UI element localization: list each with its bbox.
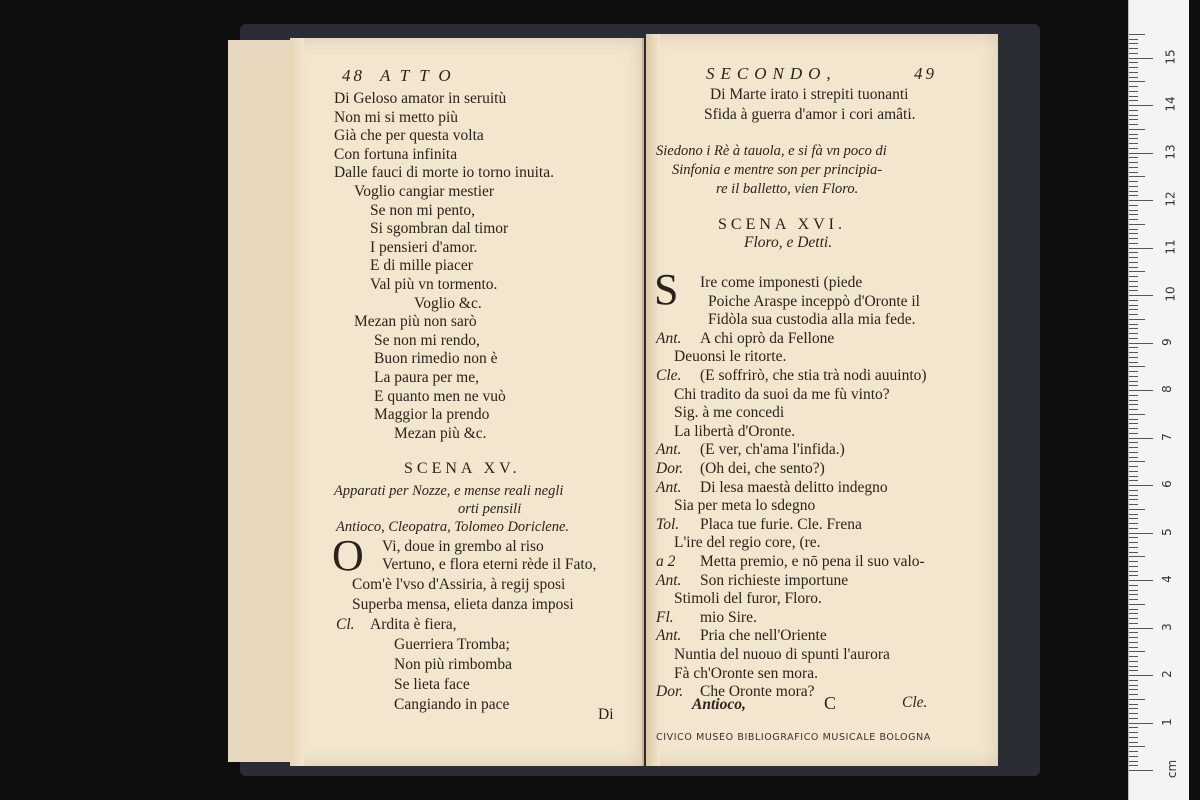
ruler-tick [1129,727,1138,728]
ruler-tick [1129,366,1145,367]
ruler-tick [1129,561,1138,562]
ruler-tick [1129,642,1138,643]
dialogue-line: Placa tue furie. Cle. Frena [700,515,862,533]
ruler-tick [1129,67,1138,68]
ruler-tick [1129,428,1138,429]
ruler-tick [1129,580,1153,581]
ruler-tick [1129,143,1138,144]
dialogue-line: Fidòla sua custodia alla mia fede. [708,311,916,329]
ruler-tick [1129,547,1138,548]
drop-cap: S [654,265,679,314]
ruler-tick [1129,575,1138,576]
ruler-tick [1129,34,1145,35]
ruler-number: 9 [1159,337,1174,346]
ruler-tick [1129,438,1153,439]
verse-line: Non mi si metto più [334,108,458,126]
verse-line: Se non mi pento, [370,201,476,219]
left-page [290,38,644,766]
drop-cap: O [332,531,364,580]
speech-line: Cangiando in pace [394,696,510,713]
ruler-tick [1129,352,1138,353]
ruler-tick [1129,186,1138,187]
ruler-tick [1129,172,1138,173]
ruler-tick [1129,210,1138,211]
ruler-tick [1129,651,1145,652]
ruler-tick [1129,599,1138,600]
ruler-tick [1129,390,1153,391]
verse-line: Vi, doue in grembo al riso [382,538,544,555]
verse-line: Superba mensa, elieta danza imposi [352,596,574,613]
dialogue-line: Che Oronte mora? [700,683,815,701]
speaker-label: Dor. [656,460,684,477]
page-edge [290,38,304,766]
ruler-number: 7 [1159,432,1174,441]
ruler-tick [1129,509,1145,510]
verse-line: Di Marte irato i strepiti tuonanti [710,86,909,103]
ruler-tick [1129,689,1138,690]
verse-line: Si sgombran dal timor [370,220,509,238]
ruler-tick [1129,699,1145,700]
ruler-tick [1129,552,1138,553]
ruler-tick [1129,447,1138,448]
ruler-tick [1129,490,1138,491]
ruler-tick [1129,48,1138,49]
speaker-label: Cle. [656,367,682,384]
verse-line: Mezan più &c. [394,424,487,442]
speaker-label: Dor. [656,683,684,701]
ruler-tick [1129,314,1138,315]
ruler-tick [1129,96,1138,97]
ruler-tick [1129,656,1138,657]
ruler-tick [1129,680,1138,681]
ruler-tick [1129,100,1138,101]
verse-line: I pensieri d'amor. [370,238,478,256]
ruler-tick [1129,43,1138,44]
speech-line: Se lieta face [394,676,470,693]
ruler-tick [1129,414,1145,415]
ruler-tick [1129,347,1138,348]
catchword: Di [598,706,614,723]
ruler-tick [1129,376,1138,377]
speaker-label: Cl. [336,616,355,633]
ruler-number: 13 [1163,143,1178,160]
ruler-tick [1129,252,1138,253]
ruler-tick [1129,533,1153,534]
ruler-tick [1129,732,1138,733]
library-stamp: CIVICO MUSEO BIBLIOGRAFICO MUSICALE BOLOGNA [656,732,931,743]
ruler-tick [1129,309,1138,310]
dialogue-line: L'ire del regio core, (re. [674,534,821,552]
ruler-tick [1129,129,1145,130]
verse-line: La paura per me, [374,369,479,386]
ruler-tick [1129,191,1138,192]
catchword-antioco: Antioco, [692,696,746,713]
ruler-tick [1129,371,1138,372]
ruler-tick [1129,305,1138,306]
dialogue-line: (Oh dei, che sento?) [700,460,825,477]
stage-direction-line: orti pensili [458,501,522,517]
ruler-tick [1129,590,1138,591]
stage-direction-line: Siedono i Rè à tauola, e si fà vn poco di [656,143,887,159]
ruler-tick [1129,528,1138,529]
dialogue-line: Metta premio, e nō pena il suo valo- [700,553,925,570]
verse-line: E quanto men ne vuò [374,387,506,405]
signature-mark: C [824,693,837,713]
verse-line: Se non mi rendo, [374,331,480,349]
ruler-tick [1129,219,1138,220]
ruler-tick [1129,770,1153,771]
verse-line: Sfida à guerra d'amor i cori amâti. [704,106,916,123]
ruler-tick [1129,685,1138,686]
ruler-tick [1129,62,1138,63]
ruler-tick [1129,224,1145,225]
ruler-tick [1129,229,1138,230]
ruler-number: 5 [1159,527,1174,536]
speaker-label: Ant. [656,478,682,496]
ruler-tick [1129,81,1145,82]
ruler-number: 4 [1159,575,1174,583]
ruler-tick [1129,618,1138,619]
ruler-tick [1129,357,1138,358]
verse-line: Vertuno, e flora eterni rède il Fato, [382,556,597,573]
ruler-tick [1129,537,1138,538]
ruler-tick [1129,324,1138,325]
dialogue-line: Pria che nell'Oriente [700,627,827,645]
right-running-head: SECONDO, [706,64,837,83]
speaker-label: a 2 [656,553,676,570]
ruler-tick [1129,119,1138,120]
ruler-tick [1129,452,1138,453]
dialogue-line: (E soffrirò, che stia trà nodi auuinto) [700,367,927,384]
ruler-tick [1129,195,1138,196]
ruler-tick [1129,609,1138,610]
speech-line: Non più rimbomba [394,656,512,673]
ruler-tick [1129,181,1138,182]
ruler-tick [1129,585,1138,586]
ruler-tick [1129,295,1153,296]
dialogue-line: Son richieste importune [700,571,849,589]
dialogue-line: Di lesa maestà delitto indegno [700,478,888,496]
ruler-tick [1129,167,1138,168]
ruler-tick [1129,442,1138,443]
ruler-tick [1129,134,1138,135]
speech-line: Guerriera Tromba; [394,636,510,653]
scene-xvi-heading: SCENA XVI. [718,216,847,233]
verse-line: Di Geloso amator in seruitù [334,90,507,107]
speaker-label: Tol. [656,515,680,533]
dialogue-line: (E ver, ch'ama l'infida.) [700,441,845,459]
speaker-label: Fl. [656,608,674,626]
ruler-tick [1129,523,1138,524]
dialogue-line: Nuntia del nuouo di spunti l'aurora [674,646,890,663]
ruler-tick [1129,666,1138,667]
ruler-tick [1129,480,1138,481]
ruler-tick [1129,77,1138,78]
characters-line: Floro, e Detti. [744,234,833,251]
ruler-tick [1129,737,1138,738]
ruler-tick [1129,409,1138,410]
ruler-tick [1129,243,1138,244]
right-page-number: 49 [914,64,937,83]
ruler-tick [1129,53,1138,54]
speech-line: Ardita è fiera, [370,616,457,633]
ruler-tick [1129,72,1138,73]
ruler-tick [1129,751,1138,752]
ruler-tick [1129,200,1153,201]
ruler-tick [1129,756,1138,757]
ruler-tick [1129,466,1138,467]
ruler-tick [1129,661,1138,662]
ruler-tick [1129,257,1138,258]
ruler-tick [1129,628,1153,629]
ruler-tick [1129,485,1153,486]
dialogue-line: Deuonsi le ritorte. [674,348,787,366]
ruler-tick [1129,718,1138,719]
ruler-tick [1129,105,1153,106]
ruler-tick [1129,765,1138,766]
ruler-tick [1129,110,1138,111]
verse-line: Con fortuna infinita [334,145,458,163]
ruler-tick [1129,281,1138,282]
ruler-tick [1129,233,1138,234]
ruler-tick [1129,461,1145,462]
ruler-number: 8 [1159,385,1174,393]
stage-direction-line: Sinfonia e mentre son per principia- [672,162,883,178]
ruler-tick [1129,162,1138,163]
ruler-tick [1129,404,1138,405]
ruler-tick [1129,723,1153,724]
ruler-tick [1129,319,1145,320]
ruler-tick [1129,675,1153,676]
ruler-tick [1129,623,1138,624]
ruler-tick [1129,148,1138,149]
ruler-tick [1129,713,1138,714]
ruler-tick [1129,742,1138,743]
left-running-head: ATTO [380,66,461,85]
ruler-tick [1129,262,1138,263]
verse-line: Voglio &c. [414,294,482,312]
characters-line: Antioco, Cleopatra, Tolomeo Doriclene. [336,519,570,535]
ruler-tick [1129,423,1138,424]
ruler-tick [1129,571,1138,572]
verse-line: E di mille piacer [370,257,473,275]
ruler-tick [1129,761,1138,762]
ruler-tick [1129,746,1145,747]
ruler-tick [1129,594,1138,595]
ruler-number: 15 [1163,48,1178,65]
ruler-number: 6 [1159,480,1174,488]
catchword-cle: Cle. [902,694,928,711]
ruler-tick [1129,504,1138,505]
ruler-tick [1129,471,1138,472]
ruler-tick [1129,286,1138,287]
dialogue-line: A chi oprò da Fellone [700,329,835,347]
ruler-tick [1129,637,1138,638]
dialogue-line: Chi tradito da suoi da me fù vinto? [674,385,890,403]
ruler-number: 11 [1163,238,1178,255]
stage-direction-line: Apparati per Nozze, e mense reali negli [334,483,564,499]
ruler-tick [1129,395,1138,396]
ruler-tick [1129,58,1153,59]
dialogue-line: Fà ch'Oronte sen mora. [674,664,818,682]
speaker-label: Ant. [656,441,682,459]
ruler-tick [1129,86,1138,87]
ruler-tick [1129,495,1138,496]
ruler-tick [1129,556,1145,557]
ruler-tick [1129,708,1138,709]
ruler-tick [1129,604,1145,605]
ruler-tick [1129,333,1138,334]
ruler-tick [1129,694,1138,695]
speaker-label: Ant. [656,571,682,589]
verse-line: Maggior la prendo [374,406,490,424]
ruler-tick [1129,338,1138,339]
ruler-tick [1129,157,1138,158]
ruler-tick [1129,419,1138,420]
ruler-tick [1129,91,1138,92]
ruler-number: 2 [1159,670,1174,678]
ruler-tick [1129,214,1138,215]
ruler-number: 12 [1163,191,1178,207]
ruler-tick [1129,433,1138,434]
dialogue-line: La libertà d'Oronte. [674,422,796,440]
verse-line: Com'è l'vso d'Assiria, à regij sposi [352,576,566,593]
ruler-tick [1129,115,1138,116]
ruler-tick [1129,205,1138,206]
speaker-label: Ant. [656,329,682,347]
ruler-tick [1129,499,1138,500]
ruler-tick [1129,566,1138,567]
ruler-tick [1129,300,1138,301]
left-page-number: 48 [342,66,365,85]
ruler-tick [1129,542,1138,543]
dialogue-line: Ire come imponesti (piede [700,274,863,291]
speaker-label: Ant. [656,627,682,645]
right-page [646,34,998,766]
ruler-tick [1129,153,1153,154]
ruler-number: 1 [1159,717,1174,726]
ruler-tick [1129,124,1138,125]
ruler-tick [1129,343,1153,344]
verse-line: Voglio cangiar mestier [354,183,495,200]
ruler-tick [1129,518,1138,519]
ruler-tick [1129,290,1138,291]
ruler-tick [1129,138,1138,139]
verse-line: Mezan più non sarò [354,313,477,331]
measuring-ruler [1128,0,1189,800]
dialogue-line: Stimoli del furor, Floro. [674,590,822,608]
dialogue-line: Poiche Araspe inceppò d'Oronte il [708,292,920,310]
ruler-tick [1129,476,1138,477]
ruler-tick [1129,267,1138,268]
ruler-tick [1129,271,1145,272]
ruler-tick [1129,39,1138,40]
verse-line: Dalle fauci di morte io torno inuita. [334,164,554,182]
ruler-tick [1129,514,1138,515]
dialogue-line: Sig. à me concedi [674,404,785,422]
ruler-tick [1129,176,1145,177]
ruler-unit: cm [1165,759,1180,779]
ruler-number: 3 [1159,622,1174,631]
ruler-tick [1129,647,1138,648]
ruler-tick [1129,704,1138,705]
ruler-tick [1129,238,1138,239]
ruler-tick [1129,381,1138,382]
dialogue-line: mio Sire. [700,608,757,626]
ruler-tick [1129,670,1138,671]
ruler-number: 14 [1163,96,1178,112]
ruler-tick [1129,632,1138,633]
ruler-tick [1129,613,1138,614]
ruler-tick [1129,362,1138,363]
stage-direction-line: re il balletto, vien Floro. [716,181,859,197]
ruler-tick [1129,400,1138,401]
ruler-number: 10 [1163,286,1178,302]
ruler-tick [1129,276,1138,277]
verse-line: Già che per questa volta [334,127,484,145]
scene-xv-heading: SCENA XV. [404,460,521,477]
verse-line: Buon rimedio non è [374,350,498,368]
ruler-tick [1129,328,1138,329]
ruler-tick [1129,457,1138,458]
verse-line: Val più vn tormento. [370,276,498,293]
dialogue-line: Sia per meta lo sdegno [674,497,816,515]
ruler-tick [1129,248,1153,249]
ruler-tick [1129,385,1138,386]
